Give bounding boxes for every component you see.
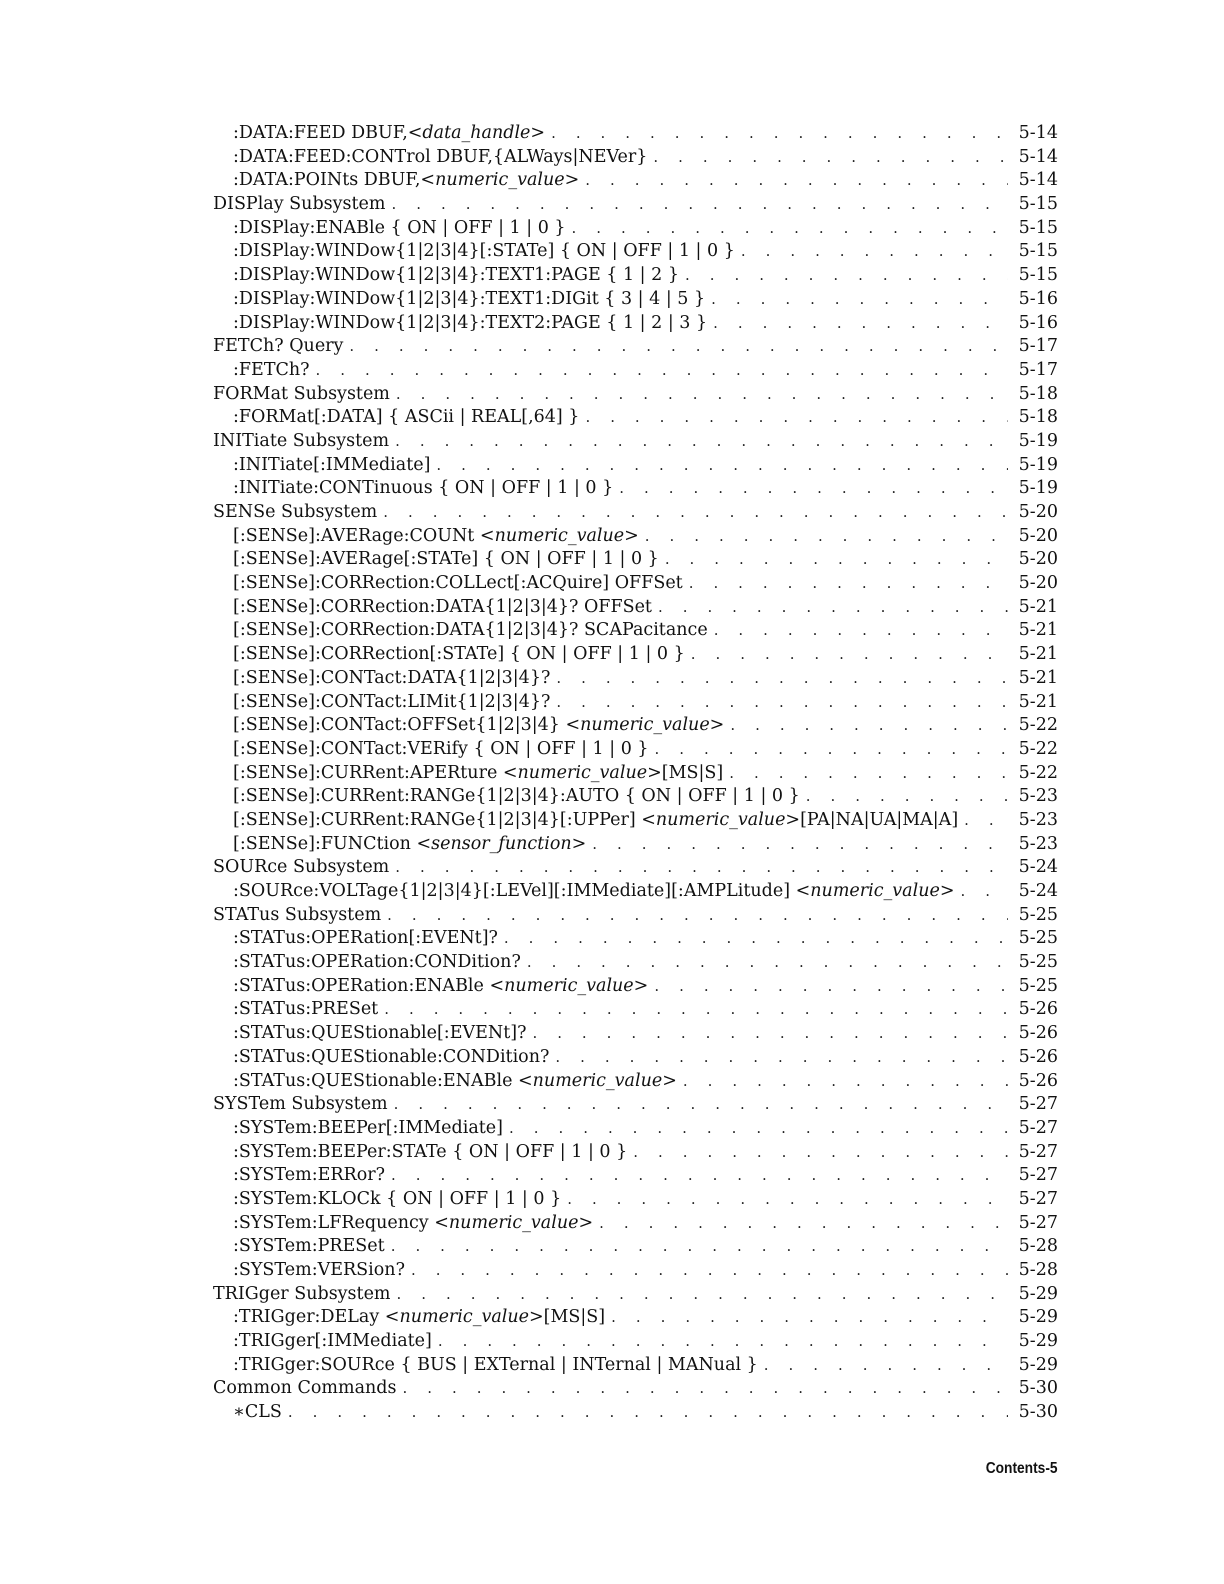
toc-entry-text: [:SENSe]:CONTact:VERify { ON | OFF | 1 | 0 } xyxy=(233,738,649,759)
dot-leader xyxy=(711,288,1008,312)
toc-section-entry[interactable] xyxy=(213,430,1058,454)
toc-entry-text: [:SENSe]:CURRent:RANGe{1|2|3|4}:AUTO { ON | OFF | 1 | 0 } xyxy=(233,786,800,807)
toc-section-entry[interactable] xyxy=(213,1283,1058,1307)
toc-entry-text: [:SENSe]:CORRection:COLLect[:ACQuire] OFFSet xyxy=(233,573,683,594)
toc-entry-text: [:SENSe]:AVERage:COUNt xyxy=(233,525,480,546)
toc-entry-title xyxy=(233,1117,503,1141)
toc-command-entry[interactable] xyxy=(213,714,1058,738)
toc-command-entry[interactable] xyxy=(213,998,1058,1022)
dot-leader xyxy=(572,217,1008,241)
toc-command-entry[interactable] xyxy=(213,572,1058,596)
toc-entry-title xyxy=(233,619,708,643)
toc-entry-text: [PA|NA|UA|MA|A] xyxy=(800,809,959,830)
dot-leader xyxy=(436,454,1008,478)
toc-entry-text: :SOURce:VOLTage{1|2|3|4}[:LEVel][:IMMediate][:AMPLitude] xyxy=(233,881,796,901)
dot-leader xyxy=(551,122,1008,146)
toc-entry-title xyxy=(233,738,649,762)
toc-page-number: 5-24 xyxy=(1018,857,1058,878)
toc-entry-text: [:SENSe]:CORRection:DATA{1|2|3|4}? SCAPacitance xyxy=(233,620,708,641)
toc-entry-text: :SYSTem:VERSion? xyxy=(233,1260,405,1280)
dot-leader xyxy=(685,264,1008,288)
toc-entry-title xyxy=(233,548,659,572)
toc-entry-title xyxy=(233,833,586,857)
dot-leader xyxy=(599,1212,1008,1236)
toc-entry-title xyxy=(233,951,521,975)
toc-command-entry[interactable] xyxy=(213,264,1058,288)
toc-page-number: 5-15 xyxy=(1018,217,1058,238)
toc-command-entry[interactable] xyxy=(213,1235,1058,1259)
toc-page-number: 5-20 xyxy=(1018,525,1058,546)
toc-command-entry[interactable] xyxy=(213,1188,1058,1212)
dot-leader xyxy=(653,146,1008,170)
toc-entry-text: [MS|S] xyxy=(543,1307,606,1328)
dot-leader xyxy=(611,1306,1008,1330)
toc-page-number: 5-29 xyxy=(1018,1307,1058,1328)
toc-entry-title xyxy=(233,312,707,336)
toc-command-entry[interactable] xyxy=(213,738,1058,762)
toc-command-entry[interactable] xyxy=(213,809,1058,833)
toc-entry-title xyxy=(233,240,735,264)
dot-leader xyxy=(391,193,1008,217)
toc-entry-title xyxy=(233,1330,432,1354)
toc-command-entry[interactable] xyxy=(213,619,1058,643)
dot-leader xyxy=(556,691,1008,715)
toc-entry-title xyxy=(233,359,310,383)
toc-entry-text: :DATA:POINts DBUF, xyxy=(233,170,421,191)
toc-command-entry[interactable] xyxy=(213,146,1058,170)
dot-leader xyxy=(633,1141,1008,1165)
dot-leader xyxy=(396,383,1008,407)
toc-page-number: 5-28 xyxy=(1018,1260,1058,1280)
dot-leader xyxy=(316,359,1008,383)
toc-page-number: 5-22 xyxy=(1018,738,1058,759)
toc-page-number: 5-30 xyxy=(1018,1402,1058,1423)
toc-entry-text: :STATus:OPERation:CONDition? xyxy=(233,952,521,973)
dot-leader xyxy=(691,643,1008,667)
toc-entry-text: [:SENSe]:CURRent:APERture xyxy=(233,762,503,783)
toc-page-number: 5-30 xyxy=(1018,1378,1058,1399)
toc-entry-title xyxy=(233,406,579,430)
toc-page-number: 5-27 xyxy=(1018,1094,1058,1115)
toc-entry-text: STATus Subsystem xyxy=(213,904,382,925)
toc-entry-text: FORMat Subsystem xyxy=(213,383,390,404)
dot-leader xyxy=(403,1377,1009,1401)
toc-command-entry[interactable] xyxy=(213,667,1058,691)
toc-command-entry[interactable] xyxy=(213,217,1058,241)
dot-leader xyxy=(654,975,1008,999)
toc-command-entry[interactable] xyxy=(213,762,1058,786)
toc-command-entry[interactable] xyxy=(213,1022,1058,1046)
toc-entry-text: [:SENSe]:CURRent:RANGe{1|2|3|4}[:UPPer] xyxy=(233,809,642,830)
toc-command-entry[interactable] xyxy=(213,643,1058,667)
dot-leader xyxy=(592,833,1008,857)
toc-entry-title xyxy=(233,1354,758,1378)
toc-entry-parameter: <sensor_function> xyxy=(416,833,587,854)
toc-page-number: 5-14 xyxy=(1018,146,1058,167)
toc-page-number: 5-21 xyxy=(1018,667,1058,688)
toc-page-number: 5-25 xyxy=(1018,952,1058,973)
toc-page-number: 5-26 xyxy=(1018,1023,1058,1044)
toc-command-entry[interactable] xyxy=(213,406,1058,430)
toc-entry-title xyxy=(233,975,648,999)
toc-page-number: 5-26 xyxy=(1018,1046,1058,1067)
toc-page-number: 5-21 xyxy=(1018,691,1058,712)
toc-entry-parameter: <data_handle> xyxy=(407,123,546,143)
dot-leader xyxy=(394,1093,1008,1117)
toc-command-entry[interactable] xyxy=(213,288,1058,312)
toc-command-entry[interactable] xyxy=(213,240,1058,264)
dot-leader xyxy=(665,548,1008,572)
toc-command-entry[interactable] xyxy=(213,833,1058,857)
toc-entry-title xyxy=(233,122,545,146)
toc-entry-parameter: <numeric_value> xyxy=(565,715,725,736)
toc-entry-text: ∗CLS xyxy=(233,1402,282,1423)
toc-entry-title xyxy=(233,809,958,833)
toc-page-number: 5-29 xyxy=(1018,1354,1058,1375)
dot-leader xyxy=(532,1022,1008,1046)
toc-command-entry[interactable] xyxy=(213,1117,1058,1141)
toc-page-number: 5-23 xyxy=(1018,833,1058,854)
toc-command-entry[interactable] xyxy=(213,596,1058,620)
toc-entry-text: :SYSTem:KLOCk { ON | OFF | 1 | 0 } xyxy=(233,1188,562,1209)
toc-entry-title xyxy=(233,1188,561,1212)
toc-entry-text: FETCh? Query xyxy=(213,336,344,357)
toc-section-entry[interactable] xyxy=(213,501,1058,525)
dot-leader xyxy=(806,785,1008,809)
toc-entry-title xyxy=(233,525,639,549)
toc-section-entry[interactable] xyxy=(213,335,1058,359)
toc-entry-text: [MS|S] xyxy=(661,762,724,783)
toc-command-entry[interactable] xyxy=(213,122,1058,146)
toc-entry-title xyxy=(233,1306,605,1330)
toc-command-entry[interactable] xyxy=(213,1354,1058,1378)
toc-page-number: 5-17 xyxy=(1018,359,1058,380)
toc-command-entry[interactable] xyxy=(213,359,1058,383)
toc-entry-parameter: <numeric_value> xyxy=(384,1307,544,1328)
toc-page-number: 5-24 xyxy=(1018,881,1058,901)
dot-leader xyxy=(714,619,1008,643)
toc-entry-text: :TRIGger[:IMMediate] xyxy=(233,1331,432,1352)
toc-entry-title xyxy=(233,1022,526,1046)
toc-entry-text: :SYSTem:ERRor? xyxy=(233,1165,385,1186)
dot-leader xyxy=(349,335,1008,359)
toc-entry-text: :SYSTem:BEEPer[:IMMediate] xyxy=(233,1117,503,1138)
toc-entry-title xyxy=(213,904,381,928)
toc-entry-text: [:SENSe]:CONTact:OFFSet{1|2|3|4} xyxy=(233,715,566,736)
toc-entry-text: [:SENSe]:CORRection:DATA{1|2|3|4}? OFFSet xyxy=(233,596,652,617)
toc-page-number: 5-14 xyxy=(1018,123,1058,143)
toc-page-number: 5-18 xyxy=(1018,383,1058,404)
toc-entry-title xyxy=(233,1070,677,1094)
toc-page-number: 5-22 xyxy=(1018,762,1058,783)
toc-entry-text: :SYSTem:PRESet xyxy=(233,1236,385,1257)
dot-leader xyxy=(395,430,1008,454)
toc-command-entry[interactable] xyxy=(213,927,1058,951)
toc-entry-text: :TRIGger:DELay xyxy=(233,1307,385,1328)
toc-entry-title xyxy=(233,1046,549,1070)
toc-command-entry[interactable] xyxy=(213,1046,1058,1070)
dot-leader xyxy=(509,1117,1008,1141)
toc-entry-title xyxy=(213,193,385,217)
toc-entry-title xyxy=(233,1259,405,1283)
toc-command-entry[interactable] xyxy=(213,1306,1058,1330)
toc-page-number: 5-25 xyxy=(1018,928,1058,949)
toc-page-number: 5-28 xyxy=(1018,1236,1058,1257)
dot-leader xyxy=(395,856,1008,880)
dot-leader xyxy=(655,738,1008,762)
toc-page-number: 5-21 xyxy=(1018,644,1058,665)
toc-command-entry[interactable] xyxy=(213,1259,1058,1283)
toc-entry-title xyxy=(233,1235,385,1259)
toc-entry-text: :DISPlay:WINDow{1|2|3|4}:TEXT2:PAGE { 1 | 2 | 3 } xyxy=(233,312,708,333)
dot-leader xyxy=(741,240,1008,264)
toc-entry-text: :DISPlay:WINDow{1|2|3|4}:TEXT1:DIGit { 3 | 4 | 5 } xyxy=(233,288,706,309)
toc-entry-parameter: <numeric_value> xyxy=(517,1070,677,1091)
toc-entry-title xyxy=(233,1141,627,1165)
dot-leader xyxy=(729,762,1008,786)
toc-entry-text: :STATus:PRESet xyxy=(233,999,379,1020)
toc-entry-title xyxy=(213,335,343,359)
toc-command-entry[interactable] xyxy=(213,1070,1058,1094)
toc-entry-parameter: <numeric_value> xyxy=(479,525,639,546)
toc-command-entry[interactable] xyxy=(213,880,1058,904)
toc-entry-title xyxy=(233,691,550,715)
toc-entry-parameter: <numeric_value> xyxy=(420,170,580,191)
toc-command-entry[interactable] xyxy=(213,1141,1058,1165)
toc-page-number: 5-26 xyxy=(1018,999,1058,1020)
toc-page-number: 5-27 xyxy=(1018,1188,1058,1209)
toc-page-number: 5-27 xyxy=(1018,1165,1058,1186)
toc-command-entry[interactable] xyxy=(213,951,1058,975)
toc-entry-title xyxy=(233,288,705,312)
toc-entry-title xyxy=(213,1283,391,1307)
toc-page-number: 5-19 xyxy=(1018,454,1058,475)
toc-entry-parameter: <numeric_value> xyxy=(795,881,955,901)
dot-leader xyxy=(683,1070,1008,1094)
toc-entry-text: [:SENSe]:AVERage[:STATe] { ON | OFF | 1 | 0 } xyxy=(233,549,659,570)
dot-leader xyxy=(645,525,1008,549)
toc-page-number: 5-16 xyxy=(1018,312,1058,333)
toc-entry-title xyxy=(233,454,430,478)
dot-leader xyxy=(764,1354,1008,1378)
dot-leader xyxy=(964,809,1008,833)
toc-entry-title xyxy=(233,217,566,241)
toc-entry-text: TRIGger Subsystem xyxy=(213,1283,391,1304)
toc-page-number: 5-15 xyxy=(1018,241,1058,262)
toc-page-number: 5-27 xyxy=(1018,1212,1058,1233)
toc-page-number: 5-27 xyxy=(1018,1117,1058,1138)
dot-leader xyxy=(658,596,1008,620)
toc-entry-text: :SYSTem:BEEPer:STATe { ON | OFF | 1 | 0 } xyxy=(233,1141,628,1162)
toc-page-number: 5-22 xyxy=(1018,715,1058,736)
toc-command-entry[interactable] xyxy=(213,1212,1058,1236)
dot-leader xyxy=(713,312,1008,336)
toc-entry-title xyxy=(233,1401,282,1425)
dot-leader xyxy=(730,714,1008,738)
toc-entry-text: :FORMat[:DATA] { ASCii | REAL[,64] } xyxy=(233,407,580,428)
toc-page-number: 5-18 xyxy=(1018,407,1058,428)
toc-entry-title xyxy=(233,572,683,596)
dot-leader xyxy=(567,1188,1008,1212)
toc-section-entry[interactable] xyxy=(213,1093,1058,1117)
toc-entry-text: INITiate Subsystem xyxy=(213,430,390,451)
dot-leader xyxy=(387,904,1008,928)
toc-page-number: 5-19 xyxy=(1018,478,1058,499)
toc-command-entry[interactable] xyxy=(213,548,1058,572)
dot-leader xyxy=(411,1259,1008,1283)
toc-entry-title xyxy=(233,714,724,738)
toc-command-entry[interactable] xyxy=(213,1330,1058,1354)
toc-entry-parameter: <numeric_value> xyxy=(434,1212,594,1233)
toc-entry-title xyxy=(233,643,685,667)
toc-section-entry[interactable] xyxy=(213,904,1058,928)
toc-entry-text: SENSe Subsystem xyxy=(213,502,378,522)
toc-entry-title xyxy=(233,1212,593,1236)
toc-page-number: 5-25 xyxy=(1018,904,1058,925)
dot-leader xyxy=(288,1401,1008,1425)
toc-entry-text: Common Commands xyxy=(213,1378,397,1399)
toc-entry-title xyxy=(233,785,800,809)
toc-page-number: 5-20 xyxy=(1018,502,1058,522)
toc-entry-title xyxy=(213,1093,388,1117)
dot-leader xyxy=(391,1235,1008,1259)
toc-page-number: 5-20 xyxy=(1018,549,1058,570)
toc-section-entry[interactable] xyxy=(213,856,1058,880)
toc-entry-title xyxy=(233,169,579,193)
toc-entry-title xyxy=(233,880,955,904)
toc-section-entry[interactable] xyxy=(213,1377,1058,1401)
dot-leader xyxy=(504,927,1008,951)
toc-page-number: 5-29 xyxy=(1018,1331,1058,1352)
toc-entry-title xyxy=(213,383,390,407)
toc-command-entry[interactable] xyxy=(213,454,1058,478)
toc-command-entry[interactable] xyxy=(213,169,1058,193)
toc-entry-text: :STATus:OPERation[:EVENt]? xyxy=(233,928,498,949)
toc-entry-text: [:SENSe]:FUNCtion xyxy=(233,833,417,854)
toc-section-entry[interactable] xyxy=(213,383,1058,407)
toc-entry-text: [:SENSe]:CORRection[:STATe] { ON | OFF | 1 | 0 } xyxy=(233,644,685,665)
toc-page-number: 5-21 xyxy=(1018,620,1058,641)
table-of-contents xyxy=(213,122,1058,1425)
dot-leader xyxy=(383,501,1008,525)
toc-entry-text: [:SENSe]:CONTact:LIMit{1|2|3|4}? xyxy=(233,691,551,712)
toc-entry-title xyxy=(233,1164,385,1188)
dot-leader xyxy=(585,406,1008,430)
toc-entry-text: :STATus:OPERation:ENABle xyxy=(233,975,490,996)
toc-entry-text: :TRIGger:SOURce { BUS | EXTernal | INTernal | MANual } xyxy=(233,1354,758,1375)
toc-entry-parameter: <numeric_value> xyxy=(641,809,801,830)
toc-page-number: 5-25 xyxy=(1018,975,1058,996)
toc-page-number: 5-14 xyxy=(1018,170,1058,191)
toc-entry-text: :INITiate[:IMMediate] xyxy=(233,454,431,475)
toc-page-number: 5-23 xyxy=(1018,809,1058,830)
toc-entry-title xyxy=(233,667,550,691)
toc-command-entry[interactable] xyxy=(213,1164,1058,1188)
toc-page-number: 5-21 xyxy=(1018,596,1058,617)
toc-entry-title xyxy=(233,146,647,170)
toc-entry-text: :INITiate:CONTinuous { ON | OFF | 1 | 0 } xyxy=(233,478,614,499)
toc-entry-title xyxy=(233,998,378,1022)
toc-entry-title xyxy=(233,264,679,288)
toc-entry-text: :STATus:QUEStionable[:EVENt]? xyxy=(233,1023,527,1044)
toc-command-entry[interactable] xyxy=(213,1401,1058,1425)
page-footer: Contents-5 xyxy=(986,1460,1058,1477)
toc-entry-text: :STATus:QUEStionable:CONDition? xyxy=(233,1046,550,1067)
toc-command-entry[interactable] xyxy=(213,312,1058,336)
toc-page-number: 5-29 xyxy=(1018,1283,1058,1304)
toc-command-entry[interactable] xyxy=(213,975,1058,999)
dot-leader xyxy=(397,1283,1008,1307)
toc-command-entry[interactable] xyxy=(213,785,1058,809)
toc-section-entry[interactable] xyxy=(213,193,1058,217)
toc-entry-text: :DISPlay:WINDow{1|2|3|4}[:STATe] { ON | OFF | 1 | 0 } xyxy=(233,241,735,262)
dot-leader xyxy=(527,951,1008,975)
dot-leader xyxy=(961,880,1008,904)
toc-entry-text: :DISPlay:ENABle { ON | OFF | 1 | 0 } xyxy=(233,217,566,238)
toc-entry-title xyxy=(213,856,389,880)
toc-page-number: 5-26 xyxy=(1018,1070,1058,1091)
toc-page-number: 5-23 xyxy=(1018,786,1058,807)
dot-leader xyxy=(585,169,1008,193)
toc-entry-title xyxy=(233,477,613,501)
toc-entry-text: :DATA:FEED DBUF, xyxy=(233,123,408,143)
toc-entry-parameter: <numeric_value> xyxy=(502,762,662,783)
toc-page-number: 5-19 xyxy=(1018,430,1058,451)
toc-entry-text: [:SENSe]:CONTact:DATA{1|2|3|4}? xyxy=(233,667,551,688)
toc-entry-text: :STATus:QUEStionable:ENABle xyxy=(233,1070,518,1091)
toc-entry-text: SYSTem Subsystem xyxy=(213,1094,388,1115)
dot-leader xyxy=(438,1330,1008,1354)
toc-entry-title xyxy=(233,927,498,951)
toc-entry-title xyxy=(233,596,652,620)
toc-entry-text: :SYSTem:LFRequency xyxy=(233,1212,435,1233)
toc-entry-text: :DATA:FEED:CONTrol DBUF,{ALWays|NEVer} xyxy=(233,146,648,167)
toc-entry-text: SOURce Subsystem xyxy=(213,857,390,878)
dot-leader xyxy=(689,572,1008,596)
toc-entry-title xyxy=(213,430,389,454)
toc-page-number: 5-27 xyxy=(1018,1141,1058,1162)
toc-page-number: 5-15 xyxy=(1018,194,1058,215)
toc-entry-title xyxy=(213,1377,397,1401)
dot-leader xyxy=(391,1164,1008,1188)
toc-page-number: 5-20 xyxy=(1018,573,1058,594)
dot-leader xyxy=(555,1046,1008,1070)
toc-command-entry[interactable] xyxy=(213,525,1058,549)
toc-page-number: 5-17 xyxy=(1018,336,1058,357)
toc-entry-title xyxy=(213,501,377,525)
toc-entry-parameter: <numeric_value> xyxy=(489,975,649,996)
toc-entry-title xyxy=(233,762,723,786)
toc-command-entry[interactable] xyxy=(213,691,1058,715)
toc-command-entry[interactable] xyxy=(213,477,1058,501)
toc-entry-text: :DISPlay:WINDow{1|2|3|4}:TEXT1:PAGE { 1 | 2 } xyxy=(233,265,679,286)
dot-leader xyxy=(384,998,1008,1022)
toc-page-number: 5-16 xyxy=(1018,288,1058,309)
toc-page-number: 5-15 xyxy=(1018,265,1058,286)
dot-leader xyxy=(556,667,1008,691)
toc-entry-text: :FETCh? xyxy=(233,359,310,380)
toc-entry-text: DISPlay Subsystem xyxy=(213,194,386,215)
dot-leader xyxy=(619,477,1008,501)
